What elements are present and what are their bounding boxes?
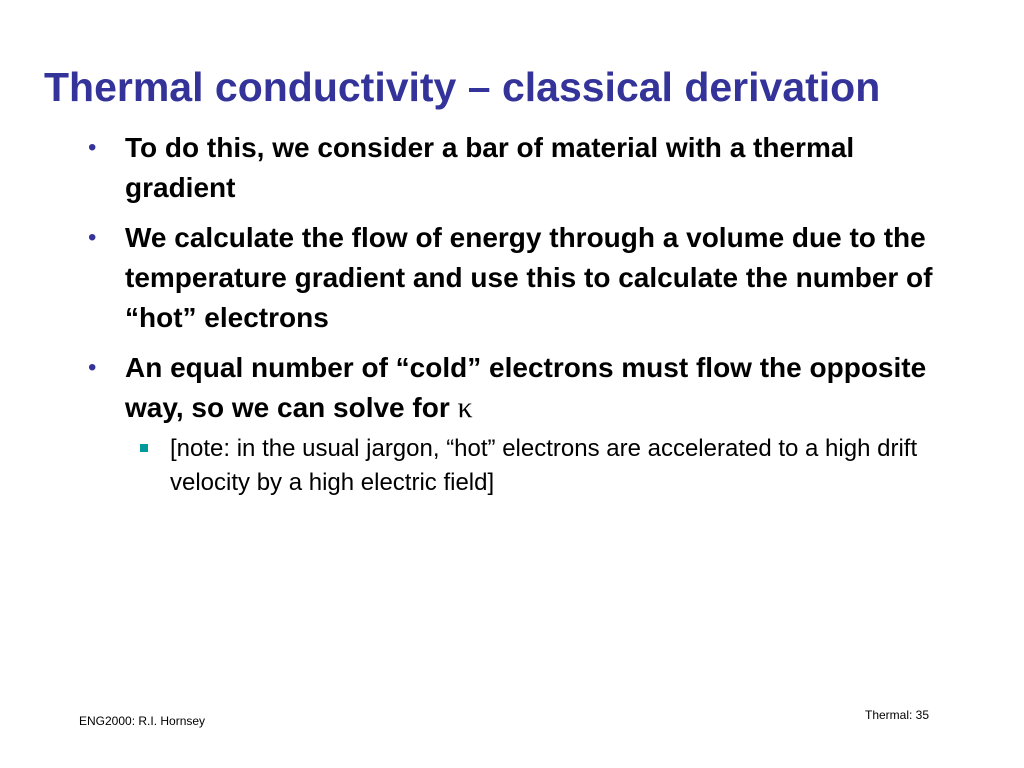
bullet-item [0,128,940,208]
square-bullet-icon [140,444,148,452]
bullet-item [0,348,940,428]
footer-slide-number: Thermal: 35 [865,708,930,722]
footer-course-author: ENG2000: R.I. Hornsey [79,714,206,728]
bullet-item [0,218,940,338]
round-bullet-icon: • [88,134,97,161]
bullet-text: To do this, we consider a bar of material with a thermal gradient [125,132,855,203]
bullet-text: We calculate the flow of energy through a volume due to the temperature gradient and use this to calculate the number of “hot” electrons [125,222,933,333]
sub-bullet-text: [note: in the usual jargon, “hot” electrons are accelerated to a high drift velocity by a high electric field] [170,435,918,496]
bullet-text: An equal number of “cold” electrons must flow the opposite way, so we can solve for [125,352,927,423]
round-bullet-icon: • [88,224,97,251]
slide-title: Thermal conductivity – classical derivation [44,64,881,110]
round-bullet-icon: • [88,354,97,381]
sub-bullet-item [0,432,930,500]
kappa-symbol: κ [457,391,473,424]
bullet-list [0,128,1024,500]
